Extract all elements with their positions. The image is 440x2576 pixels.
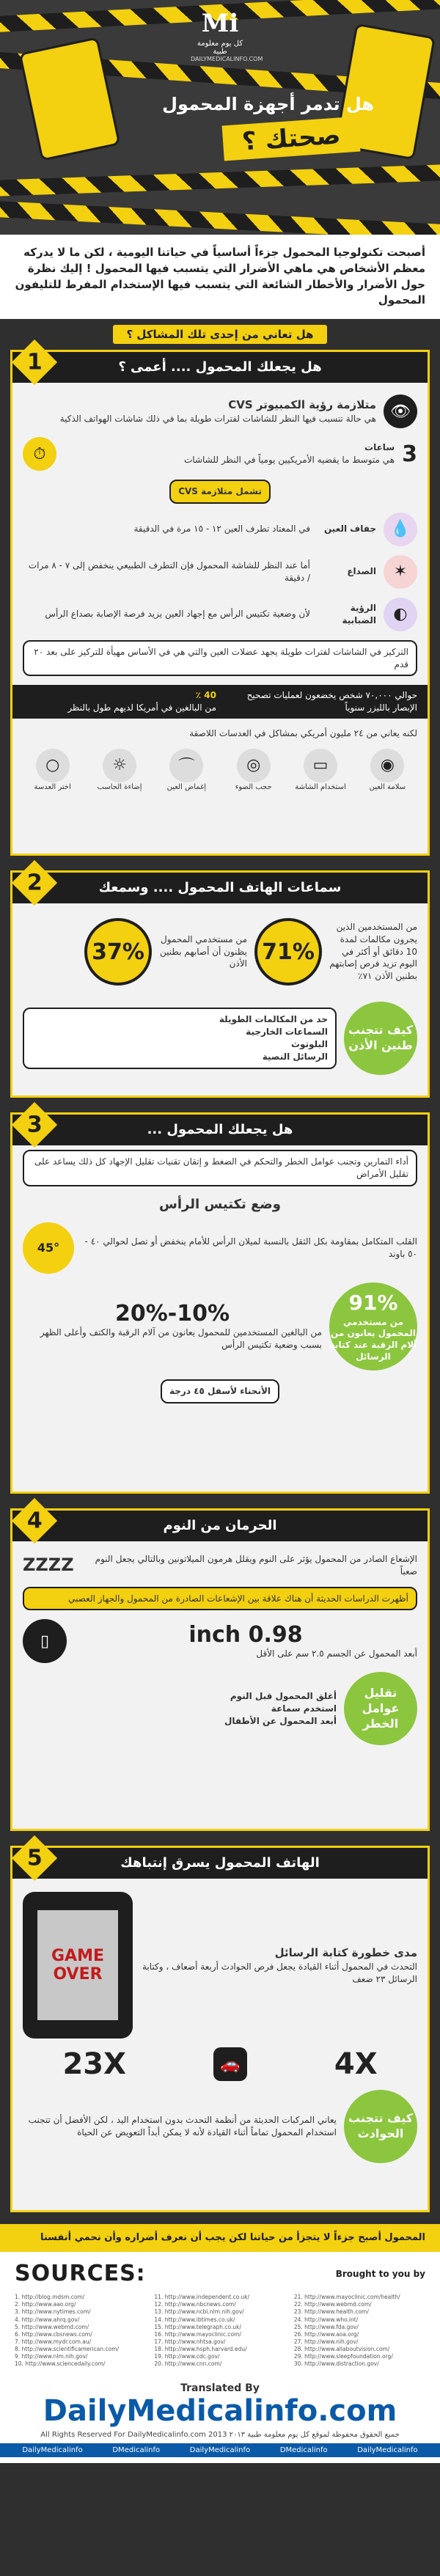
headache-icon: ✶ xyxy=(384,555,417,589)
stat-a-text: من البالغين في أمريكا لديهم طول بالنظر xyxy=(67,702,216,713)
section-sleep-heading xyxy=(12,1511,428,1541)
page-title: هل تدمر أجهزة المحمول xyxy=(162,94,374,114)
section-neck-heading xyxy=(12,1115,428,1145)
hazard-stripe xyxy=(0,163,440,199)
sleep-note-row xyxy=(12,1582,428,1615)
source-link[interactable]: 11. http://www.independent.co.uk/ xyxy=(154,2294,250,2301)
section-driving-title: الهاتف المحمول يسرق إنتباهك xyxy=(120,1855,320,1871)
pct-left-circle: 37% xyxy=(84,918,152,986)
eye-tip-label: إغماض العين xyxy=(166,782,207,791)
source-link[interactable]: 15. http://www.telegraph.co.uk/ xyxy=(154,2323,241,2330)
sources-block xyxy=(0,2252,440,2377)
eye-tip xyxy=(90,749,149,793)
green-stat-circle xyxy=(329,1283,417,1370)
source-link[interactable]: 19. http://www.cdc.gov/ xyxy=(154,2353,220,2360)
phone-illustration xyxy=(23,1892,133,2039)
symptom-name: جفاف العين xyxy=(324,524,376,535)
logo-tagline: كل يوم معلومة طبية xyxy=(197,40,243,56)
ear-tips-row xyxy=(12,997,428,1079)
source-link[interactable]: 12. http://www.nbcnews.com/ xyxy=(154,2301,236,2308)
sleep-tips-row xyxy=(12,1667,428,1750)
neck-desc: القلب المتكامل بمقاومة بكل الثقل بالنسبة لميلان الرأس للأمام ينخفض أو تصل لحوالي ٤٠ - ٥٠ باوند xyxy=(84,1236,417,1259)
hours-label: ساعات xyxy=(364,442,395,453)
eye-tip-label: اختر العدسة xyxy=(34,782,71,791)
translated-by: Translated By xyxy=(180,2382,260,2395)
eye-tip xyxy=(291,749,350,793)
sleep-text: الإشعاع الصادر من المحمول يؤثر على النوم ويقلل هرمون الميلاتونين وبالتالي يجعل النوم صعباً xyxy=(95,1554,417,1577)
section-number: 1 xyxy=(12,340,57,385)
ear-tip: البلوتوث xyxy=(290,1039,328,1049)
section-sleep xyxy=(10,1508,430,1831)
eye-tip-label: حجب الضوء xyxy=(235,782,272,791)
eye-tip-label: سلامة العين xyxy=(369,782,406,791)
eye-stats-band xyxy=(12,685,428,719)
sources-col-3 xyxy=(294,2294,425,2368)
eye-tip-label: إضاءة الحاسب xyxy=(97,782,142,791)
source-link[interactable]: 24. http://www.who.int/ xyxy=(293,2316,359,2323)
clock-icon: ⏱ xyxy=(23,437,56,471)
pct-right-text: من المستخدمين الذين يجرون مكالمات لمدة 10 دقائق أو أكثر في اليوم تزيد فرص إصابتهم بطنين الأذن ٧١٪ xyxy=(329,922,417,982)
ear-stats-row xyxy=(12,914,428,990)
sources-header xyxy=(15,2261,425,2286)
source-link[interactable]: 23. http://www.health.com/ xyxy=(293,2308,369,2316)
distance-row xyxy=(12,1615,428,1667)
question-band-label: هل تعاني من إحدى تلك المشاكل ؟ xyxy=(113,325,326,344)
twitter-link[interactable]: DMedicalinfo xyxy=(112,2446,161,2455)
stat-a-value: 40 ٪ xyxy=(195,690,216,701)
sleep-tip: أبعد المحمول عن الأطفال xyxy=(224,1715,337,1726)
source-link[interactable]: 29. http://www.sleepfoundation.org/ xyxy=(293,2353,393,2360)
symptom-item xyxy=(12,508,428,551)
ear-tip: حد من المكالمات الطويلة xyxy=(219,1014,328,1025)
lean-text: الأنحناء لأسفل ٤٥ درجة xyxy=(161,1379,279,1403)
eye-care-icons xyxy=(12,744,428,797)
facebook-link[interactable]: DailyMedicalinfo xyxy=(22,2446,83,2455)
source-link[interactable]: 25. http://www.fda.gov/ xyxy=(293,2323,359,2330)
symptoms-heading: تشمل متلازمة CVS xyxy=(169,480,271,504)
section-eyes-heading xyxy=(12,352,428,383)
section-neck-title: هل يجعلك المحمول ... xyxy=(147,1122,293,1137)
section-ears-heading xyxy=(12,873,428,903)
youtube-link[interactable]: DailyMedicalinfo xyxy=(189,2446,251,2455)
cvs-text: هي حالة تتسبب فيها النظر للشاشات لفترات طويلة بما في ذلك شاشات الهواتف الذكية xyxy=(59,414,376,425)
footer-rights: All Rights Reserved For DailyMedicalinfo.com 2013 جميع الحقوق محفوظة لموقع كل يوم معلومة طبية ٢٠١٣ xyxy=(40,2431,400,2440)
section-ears xyxy=(10,870,430,1098)
eye-tip-label: استخدام الشاشة xyxy=(295,782,346,791)
driving-tips-row xyxy=(12,2085,428,2168)
source-link[interactable]: 16. http://www.mayoclinic.com/ xyxy=(154,2330,241,2338)
pain-pct: 10%-20% xyxy=(114,1301,230,1327)
source-link[interactable]: 14. http://www.ibtimes.co.uk/ xyxy=(154,2316,235,2323)
sleep-note: أظهرت الدراسات الحديثة أن هناك علاقة بين الإشعاعات الصادرة من المحمول والجهاز العصبي xyxy=(23,1587,417,1611)
social-links xyxy=(0,2443,440,2457)
source-link[interactable]: 28. http://www.allaboutvision.com/ xyxy=(293,2346,390,2353)
sources-columns xyxy=(15,2294,425,2368)
degrees-badge: 45° xyxy=(23,1222,74,1274)
eye-tip xyxy=(157,749,216,793)
glasses-icon: ◎ xyxy=(237,749,271,782)
green-pct: 91% xyxy=(348,1291,398,1315)
eye-icon: 👁 xyxy=(384,395,417,428)
source-link[interactable]: 3. http://www.nytimes.com/ xyxy=(15,2308,91,2316)
site-logo xyxy=(191,9,263,62)
logo-site: DAILYMEDICALINFO.COM xyxy=(191,56,263,62)
sources-col-1 xyxy=(15,2294,146,2368)
sleep-tip: استخدم سماعة xyxy=(271,1703,337,1714)
contact-note: التركيز في الشاشات لفترات طويلة يجهد عضلات العين والتي هي في الأساس مهيأة للتركيز على بعد ٢٠ قدم xyxy=(23,640,417,677)
neck-intro-row xyxy=(12,1145,428,1191)
symptoms-heading-row xyxy=(12,475,428,508)
ear-tip: السماعات الخارجية xyxy=(246,1027,328,1038)
hours-value: 3 xyxy=(402,441,417,467)
car-icon: 🚗 xyxy=(213,2047,247,2081)
distance-text: أبعد المحمول عن الجسم ٢.٥ سم على الأقل xyxy=(256,1648,417,1659)
googleplus-link[interactable]: DailyMedicalinfo xyxy=(357,2446,418,2455)
source-link[interactable]: 9. http://www.nlm.nih.gov/ xyxy=(15,2353,88,2360)
pain-text: من البالغين المستخدمين للمحمول يعانون من آلام الرقبة والكتف وأعلى الظهر بسبب وضعية تكتيس الرأس xyxy=(40,1327,322,1351)
distance-value: 0.98 inch xyxy=(188,1622,303,1648)
symptom-name: الرؤية الضبابية xyxy=(342,603,376,625)
reduce-risk-badge: تقليل عوامل الخطر xyxy=(344,1672,417,1745)
symptom-name: الصداع xyxy=(347,566,376,577)
dry-eye-icon: 💧 xyxy=(384,513,417,546)
footer xyxy=(0,2377,440,2463)
cvs-block xyxy=(12,390,428,433)
x23-value: 23X xyxy=(62,2047,126,2081)
logo-mark: Mi xyxy=(201,9,239,38)
section-number: 3 xyxy=(12,1102,57,1148)
lean-row xyxy=(12,1375,428,1408)
multiplier-row xyxy=(12,2043,428,2085)
symptom-item xyxy=(12,593,428,636)
symptom-item xyxy=(12,551,428,593)
texting-title: مدى خطورة كتابة الرسائل xyxy=(274,1945,417,1959)
lens-icon: ○ xyxy=(36,749,70,782)
question-band xyxy=(0,319,440,350)
eye-tip xyxy=(358,749,417,793)
source-link[interactable]: 26. http://www.aoa.org/ xyxy=(293,2330,359,2338)
source-link[interactable]: 21. http://www.mayoclinic.com/health/ xyxy=(293,2294,400,2301)
cvs-title: متلازمة رؤية الكمبيوتر CVS xyxy=(228,398,376,412)
section-driving xyxy=(10,1846,430,2212)
sleep-tip: أغلق المحمول قبل النوم xyxy=(230,1691,337,1702)
avoid-tinnitus-badge: كيف تتجنب طنين الأذن xyxy=(344,1002,417,1075)
source-link[interactable]: 30. http://www.distraction.gov/ xyxy=(293,2360,379,2368)
driving-bottom-text: يعاني المركبات الحديثة من أنظمة التحدث بدون استخدام اليد ، لكن الأفضل أن تتجنب استخدام المحمول تماماً أثناء القيادة لأنه لا يمكن أبداً التعويض عن الحياة xyxy=(28,2115,337,2138)
source-link[interactable]: 27. http://www.nih.gov/ xyxy=(293,2338,359,2345)
texting-row xyxy=(12,1887,428,2043)
page-title-highlight: صحتك ؟ xyxy=(221,117,360,161)
neck-title-row xyxy=(12,1191,428,1218)
game-over-screen: GAME OVER xyxy=(37,1910,118,2020)
pct-right-circle: 71% xyxy=(254,918,322,986)
sources-title: SOURCES: xyxy=(15,2261,146,2287)
stat-b-text: حوالي ٧٠,٠٠٠ شخص يخضعون لعمليات تصحيح الإبصار بالليزر سنوياً xyxy=(246,690,417,713)
green-text: من مستخدمي المحمول يعانون من آلام الرقبة عند كتابة الرسائل xyxy=(329,1316,417,1362)
stat-c-text: لكنه يعاني من ٢٤ مليون أمريكي بمشاكل في العدسات اللاصقة xyxy=(189,727,417,738)
symptom-text: لأن وضعية تكتيس الرأس مع إجهاد العين يزيد فرصة الإصابة بصداع الرأس xyxy=(45,609,310,620)
zzz-label: ZZZZ xyxy=(23,1555,74,1575)
symptom-text: أما عند النظر للشاشة المحمول فإن التطرف الطبيعي ينخفض إلى ٧ - ٨ مرات / دقيقة xyxy=(28,560,310,583)
symptom-text: في المعتاد تطرف العين ١٢ - ١٥ مرة في الدقيقة xyxy=(133,524,310,535)
final-banner xyxy=(0,2224,440,2252)
neck-intro: أداء التمارين وتجنب عوامل الخطر والتحكم في الضغط و إتقان تقنيات تقليل الإجهاد كل ذلك يساعد على تقليل الأمراض xyxy=(23,1150,417,1186)
footer-brand[interactable]: DailyMedicalinfo.com xyxy=(43,2394,397,2429)
source-link[interactable]: 17. http://www.nhtsa.gov/ xyxy=(154,2338,226,2345)
source-link[interactable]: 6. http://www.cbsnews.com/ xyxy=(15,2330,92,2338)
x4-value: 4X xyxy=(334,2047,378,2081)
section-eyes-title: هل يجعلك المحمول .... أعمى ؟ xyxy=(118,359,322,375)
source-link[interactable]: 4. http://www.ahrq.gov/ xyxy=(15,2316,80,2323)
texting-text: التحدث في المحمول أثناء القيادة يجعل فرص الحوادث أربعة أضعاف ، وكتابة الرسائل ٢٣ ضعف xyxy=(142,1961,417,1984)
source-link[interactable]: 7. http://www.mydr.com.au/ xyxy=(15,2338,92,2345)
neck-section-title: وضع تكتيس الرأس xyxy=(159,1196,281,1212)
section-driving-heading xyxy=(12,1848,428,1879)
pct-left-text: من مستخدمي المحمول يظنون أن أصابهم بطنين الأذن xyxy=(159,933,247,969)
final-banner-text: المحمول أصبح جزءاً لا يتجزأ من حياتنا لكن يجب أن نعرف أضراره وأن نحمي أنفسنا xyxy=(40,2232,425,2243)
blurred-vision-icon: ◐ xyxy=(384,598,417,631)
section-number: 4 xyxy=(12,1498,57,1544)
eye-icon: ◉ xyxy=(370,749,404,782)
screen-icon: ▭ xyxy=(304,749,337,782)
hours-block xyxy=(12,433,428,475)
source-link[interactable]: 1. http://blog.mdsm.com/ xyxy=(15,2294,85,2301)
stat-c-row xyxy=(12,723,428,744)
section-number: 2 xyxy=(12,860,57,906)
avoid-accidents-badge: كيف تتجنب الحوادث xyxy=(344,2090,417,2163)
phone-icon: ▯ xyxy=(23,1619,67,1663)
instagram-link[interactable]: DMedicalinfo xyxy=(279,2446,328,2455)
phone-figure-left xyxy=(19,37,121,161)
sleep-main-row xyxy=(12,1549,428,1582)
section-neck xyxy=(10,1112,430,1494)
neck-desc-row xyxy=(12,1218,428,1278)
intro-text: أصبحت تكنولوجيا المحمول جزءاً أساسياً في حياتنا اليومية ، لكن ما لا يدركه معظم الأشخاص هي ماهي الأضرار التي يتسبب فيها المحمول ! إليك نظرة حول الأضرار والأخطار الشائعة التي يتسبب فيها الإستخدام المفرط للتليفون المحمول xyxy=(0,235,440,319)
section-eyes xyxy=(10,350,430,856)
light-icon: ☼ xyxy=(103,749,136,782)
eye-tip xyxy=(224,749,283,793)
source-link[interactable]: 5. http://www.webmd.com/ xyxy=(15,2323,89,2330)
section-sleep-title: الحرمان من النوم xyxy=(163,1518,277,1533)
source-link[interactable]: 18. http://www.hsph.harvard.edu/ xyxy=(154,2346,247,2353)
source-link[interactable]: 20. http://www.cnn.com/ xyxy=(154,2360,222,2368)
neck-stats-row xyxy=(12,1278,428,1375)
hazard-stripe xyxy=(0,198,440,235)
ear-tip: الرسائل النصية xyxy=(262,1051,328,1062)
section-ears-title: سماعات الهاتف المحمول .... وسمعك xyxy=(98,880,342,895)
ear-tips-list xyxy=(23,1008,337,1068)
brought-by: Brought to you by xyxy=(335,2268,425,2279)
closed-eye-icon: ⌒ xyxy=(169,749,203,782)
source-link[interactable]: 8. http://www.scientificamerican.com/ xyxy=(15,2346,120,2353)
sources-col-2 xyxy=(154,2294,285,2368)
section-number: 5 xyxy=(12,1835,57,1881)
hero-header xyxy=(0,0,440,235)
eye-tip xyxy=(23,749,82,793)
source-link[interactable]: 10. http://www.sciencedaily.com/ xyxy=(15,2360,106,2368)
source-link[interactable]: 22. http://www.webmd.com/ xyxy=(293,2301,372,2308)
source-link[interactable]: 13. http://www.ncbi.nlm.nih.gov/ xyxy=(154,2308,244,2316)
source-link[interactable]: 2. http://www.aao.org/ xyxy=(15,2301,76,2308)
contact-note-row xyxy=(12,636,428,681)
hours-text: هي متوسط ما يقضيه الأمريكيين يومياً في النظر للشاشات xyxy=(184,455,395,465)
